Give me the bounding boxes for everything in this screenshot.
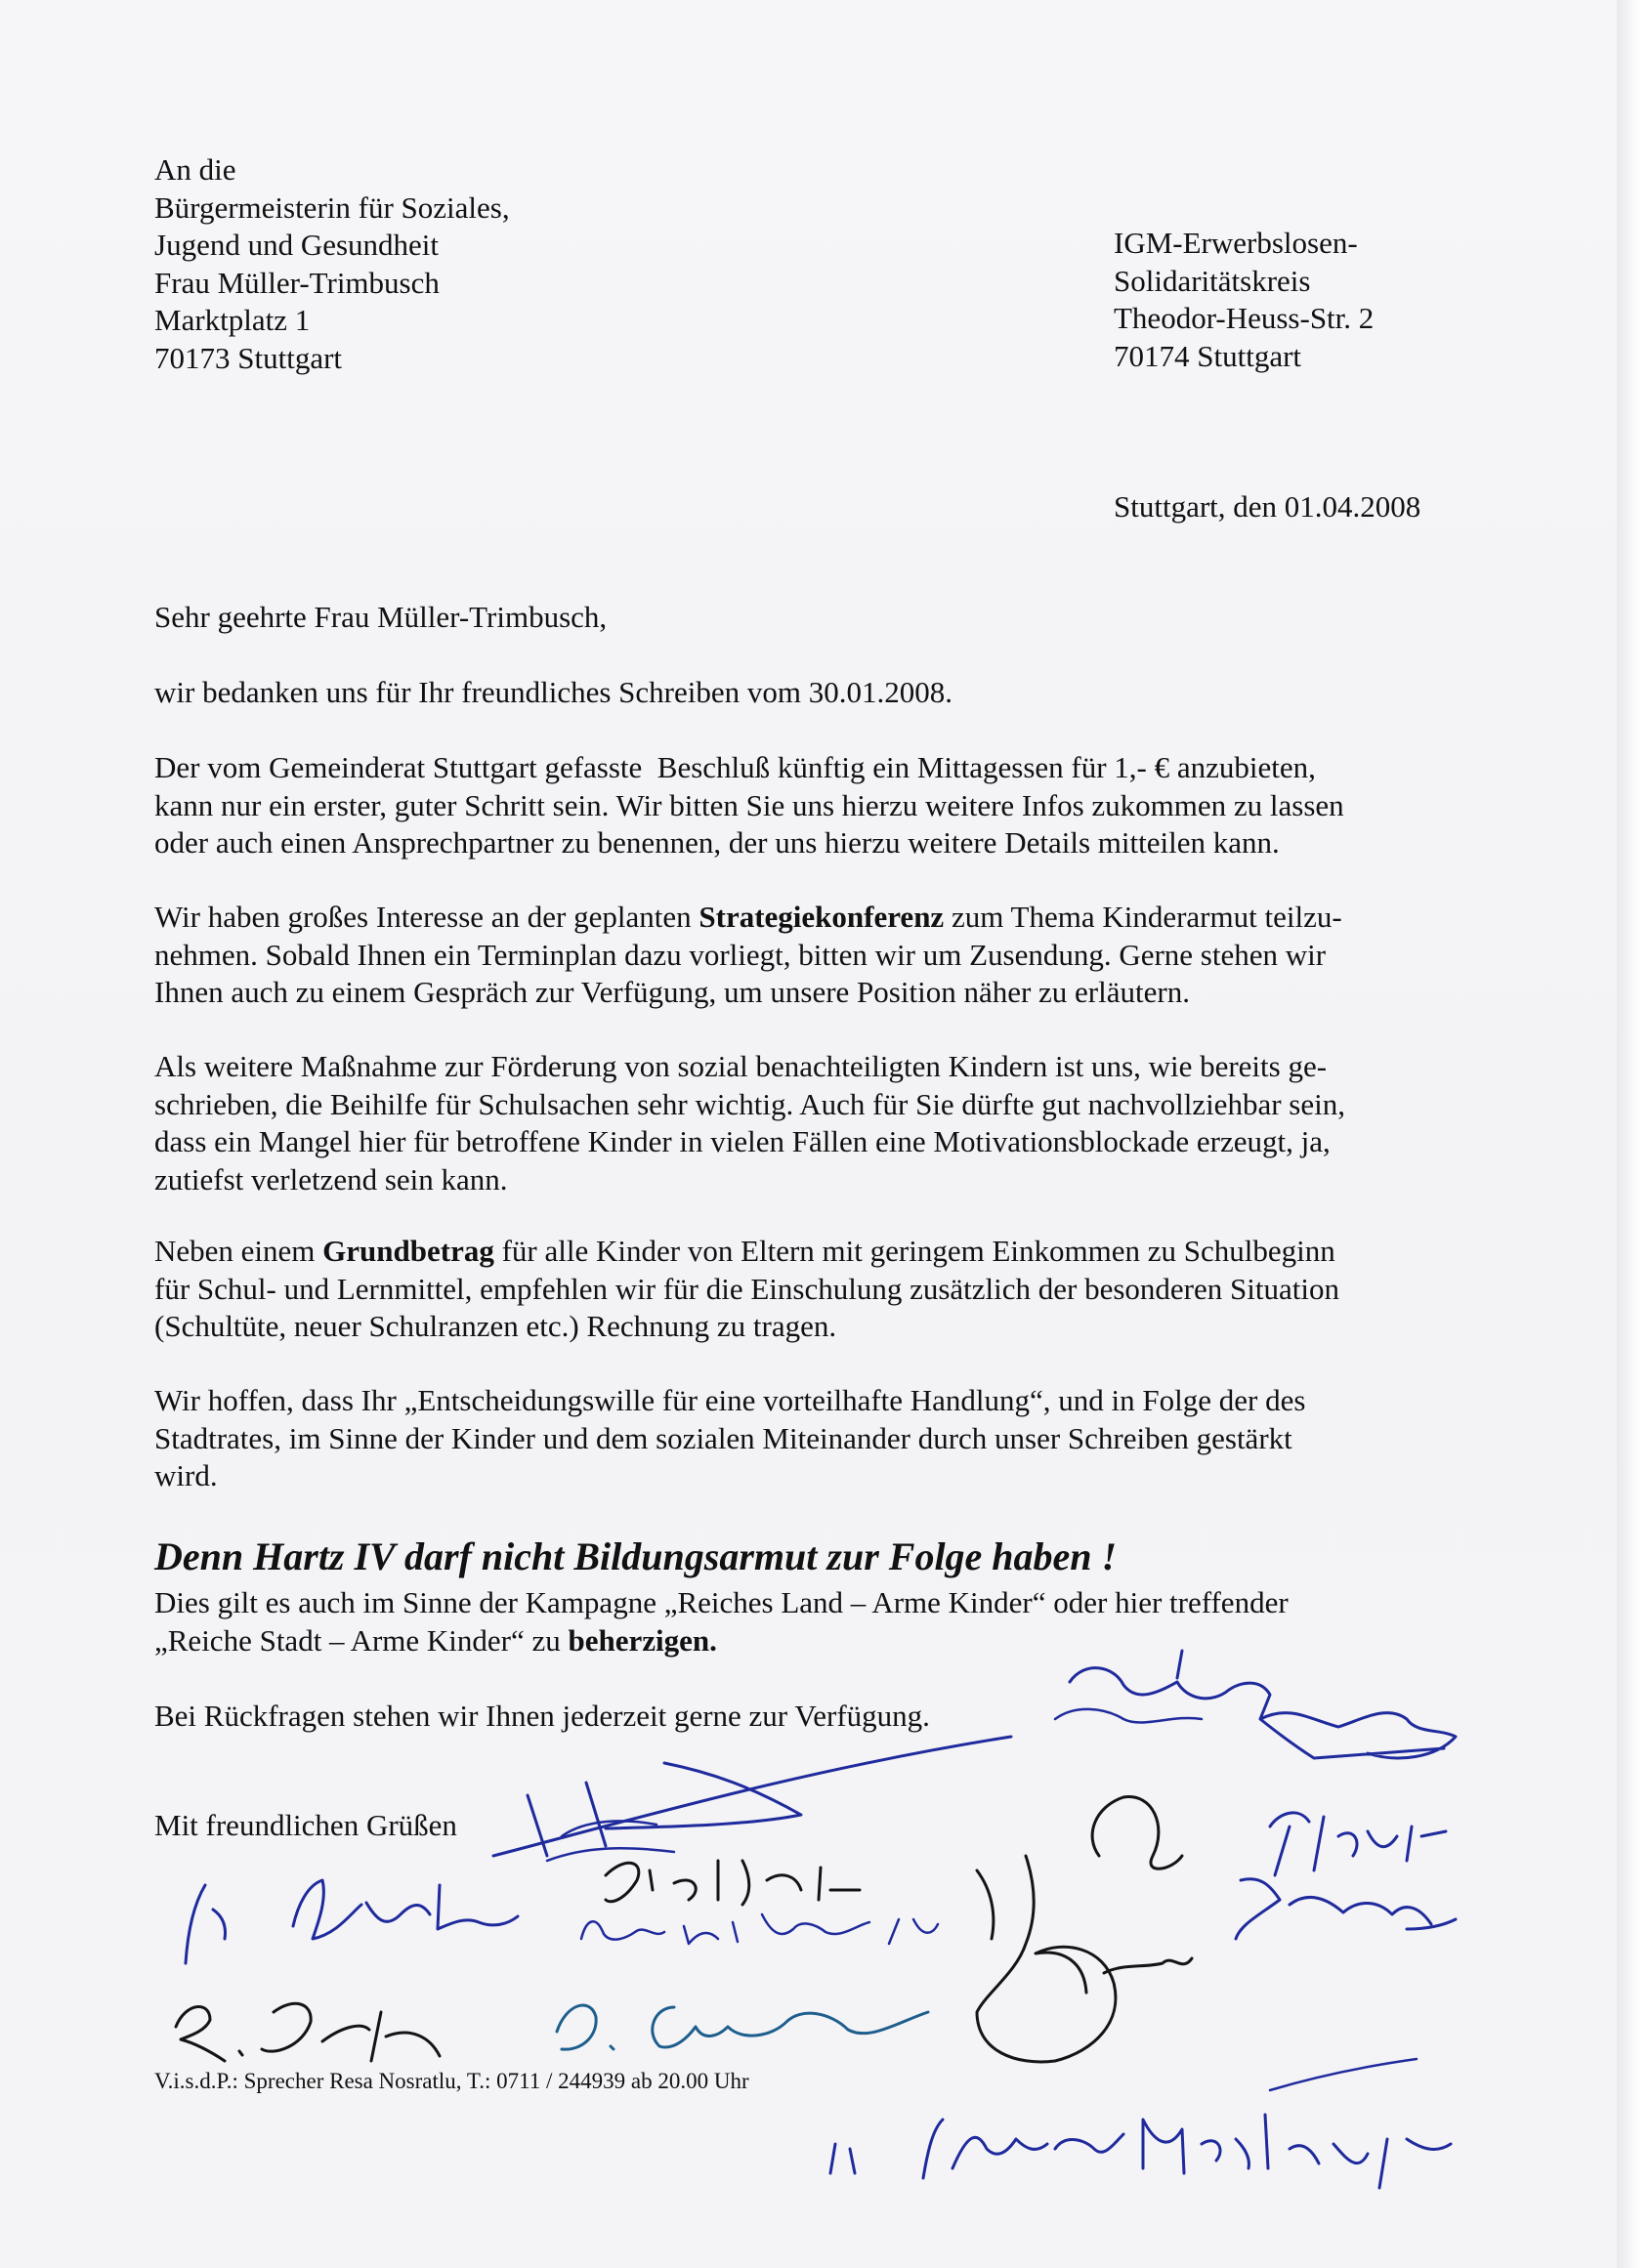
paragraph-thanks: wir bedanken uns für Ihr freundliches Schreiben vom 30.01.2008. xyxy=(154,675,952,709)
sender-line: Theodor-Heuss-Str. 2 xyxy=(1114,301,1375,335)
sender-line: 70174 Stuttgart xyxy=(1114,338,1302,373)
paragraph-campaign: Dies gilt es auch im Sinne der Kampagne „Reiches Land – Arme Kinder“ oder hier treffender „Reiche Stadt – Arme Kinder“ zu beherzigen. xyxy=(154,1585,1289,1658)
headline-slogan: Denn Hartz IV darf nicht Bildungsarmut zur Folge haben ! xyxy=(154,1534,1118,1578)
paragraph-lunch: Der vom Gemeinderat Stuttgart gefasste Beschluß künftig ein Mittagessen für 1,- € anzubieten, kann nur ein erster, guter Schritt sein. Wir bitten Sie uns hierzu weitere Infos zukommen zu lassen oder auch einen Ansprechpartner zu benennen, der uns hierzu weitere Details mitteilen kann. xyxy=(154,750,1344,860)
recipient-address xyxy=(154,151,510,377)
footer-responsible: V.i.s.d.P.: Sprecher Resa Nosratlu, T.: 0711 / 244939 ab 20.00 Uhr xyxy=(154,2069,749,2093)
recipient-line: Marktplatz 1 xyxy=(154,303,311,337)
paragraph-school-supplies: Als weitere Maßnahme zur Förderung von sozial benachteiligten Kindern ist uns, wie bereits ge- schrieben, die Beihilfe für Schulsachen sehr wichtig. Auch für Sie dürfte gut nachvollziehbar sein, dass ein Mangel hier für betroffene Kinder in vielen Fällen eine Motivationsblockade erzeugt, ja, zutiefst verletzend sein kann. xyxy=(154,1049,1345,1197)
salutation: Sehr geehrte Frau Müller-Trimbusch, xyxy=(154,600,608,634)
sender-address xyxy=(1114,225,1374,375)
bold-beherzigen: beherzigen. xyxy=(568,1622,717,1658)
bold-strategiekonferenz: Strategiekonferenz xyxy=(698,900,945,934)
sender-line: IGM-Erwerbslosen- xyxy=(1114,226,1358,260)
recipient-line: Bürgermeisterin für Soziales, xyxy=(154,189,510,225)
scan-edge xyxy=(1617,0,1651,2268)
recipient-line: Jugend und Gesundheit xyxy=(154,228,440,262)
sender-line: Solidaritätskreis xyxy=(1114,263,1311,298)
recipient-line: An die xyxy=(154,152,236,187)
paragraph-hope: Wir hoffen, dass Ihr „Entscheidungswille für eine vorteilhafte Handlung“, und in Folge der des Stadtrates, im Sinne der Kinder und dem sozialen Miteinander durch unser Schreiben gestärkt wird. xyxy=(154,1383,1306,1492)
paragraph-questions: Bei Rückfragen stehen wir Ihnen jederzeit gerne zur Verfügung. xyxy=(154,1699,930,1733)
paragraph-base-amount: Neben einem Grundbetrag für alle Kinder von Eltern mit geringem Einkommen zu Schulbeginn für Schul- und Lernmittel, empfehlen wir für die Einschulung zusätzlich der besonderen Situation (Schultüte, neuer Schulranzen etc.) Rechnung zu tragen. xyxy=(154,1234,1339,1343)
paragraph-conference: Wir haben großes Interesse an der geplanten Strategiekonferenz zum Thema Kinderarmut teilzu- nehmen. Sobald Ihnen ein Terminplan dazu vorliegt, bitten wir um Zusendung. Gerne stehen wir Ihnen auch zu einem Gespräch zur Verfügung, um unsere Position näher zu erläutern. xyxy=(154,900,1342,1009)
recipient-line: Frau Müller-Trimbusch xyxy=(154,265,440,300)
bold-grundbetrag: Grundbetrag xyxy=(322,1234,494,1268)
recipient-line: 70173 Stuttgart xyxy=(154,340,343,375)
letter-date: Stuttgart, den 01.04.2008 xyxy=(1114,489,1421,524)
closing-greeting: Mit freundlichen Grüßen xyxy=(154,1808,457,1842)
